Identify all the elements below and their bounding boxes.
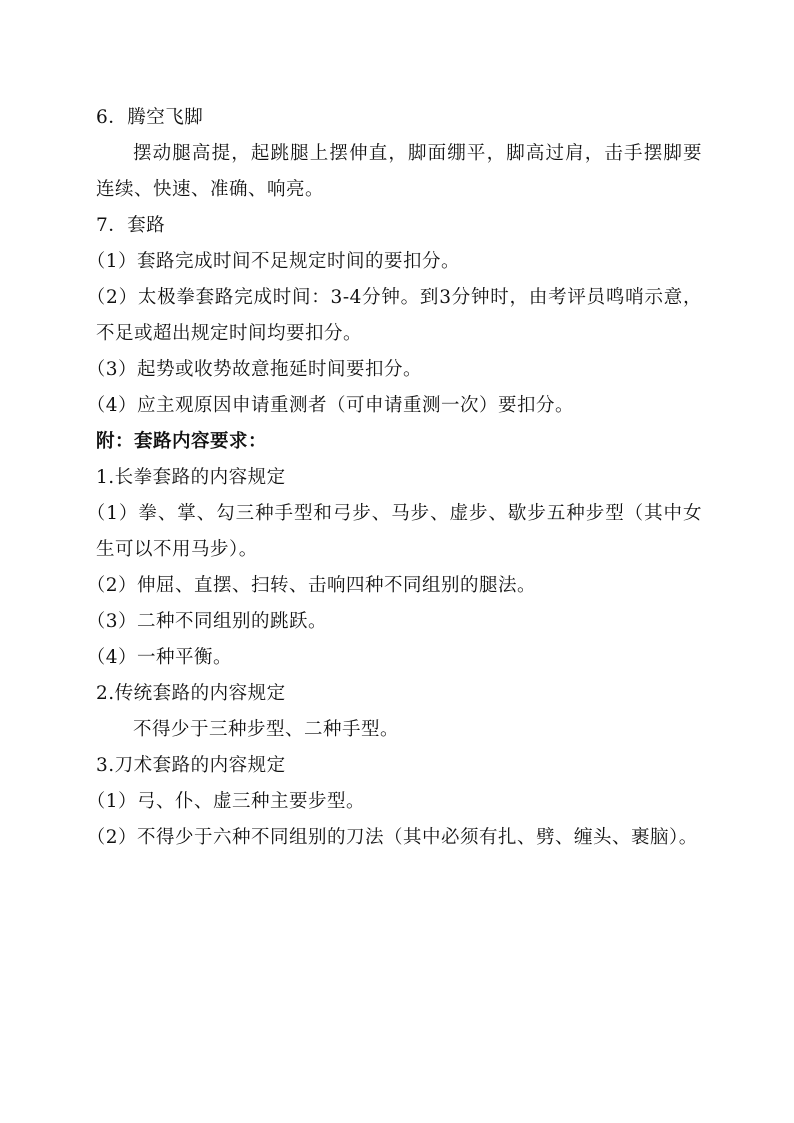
paragraph-chuan-tong-desc: 不得少于三种步型、二种手型。 bbox=[133, 719, 400, 740]
list-item-chang-quan-4: （4）一种平衡。 bbox=[86, 647, 233, 668]
list-item-dao-shu-2: （2）不得少于六种不同组别的刀法（其中必须有扎、劈、缠头、裹脑）。 bbox=[86, 827, 698, 848]
list-item-tao-lu-1: （1）套路完成时间不足规定时间的要扣分。 bbox=[86, 251, 461, 272]
list-item-tao-lu-4: （4）应主观原因申请重测者（可申请重测一次）要扣分。 bbox=[86, 395, 575, 416]
list-item-tao-lu-3: （3）起势或收势故意拖延时间要扣分。 bbox=[86, 359, 423, 380]
list-item-dao-shu-1: （1）弓、仆、虚三种主要步型。 bbox=[86, 791, 366, 812]
appendix-heading: 附：套路内容要求： bbox=[96, 431, 268, 452]
list-item-tao-lu-2: （2）太极拳套路完成时间：3-4分钟。到3分钟时，由考评员鸣哨示意，不足或超出规定时间均要扣分。 bbox=[86, 287, 702, 344]
subheading-chuan-tong: 2.传统套路的内容规定 bbox=[96, 683, 286, 704]
list-item-chang-quan-1: （1）拳、掌、勾三种手型和弓步、马步、虚步、歇步五种步型（其中女生可以不用马步）。 bbox=[86, 503, 702, 560]
subheading-chang-quan: 1.长拳套路的内容规定 bbox=[96, 467, 286, 488]
subheading-dao-shu: 3.刀术套路的内容规定 bbox=[96, 755, 286, 776]
paragraph-teng-kong-fei-jiao-desc: 摆动腿高提，起跳腿上摆伸直，脚面绷平，脚高过肩，击手摆脚要连续、快速、准确、响亮。 bbox=[96, 143, 702, 200]
section-heading-teng-kong-fei-jiao: 6．腾空飞脚 bbox=[96, 107, 204, 128]
section-heading-tao-lu: 7．套路 bbox=[96, 215, 166, 236]
document-body bbox=[86, 100, 702, 856]
list-item-chang-quan-3: （3）二种不同组别的跳跃。 bbox=[86, 611, 328, 632]
list-item-chang-quan-2: （2）伸屈、直摆、扫转、击响四种不同组别的腿法。 bbox=[86, 575, 537, 596]
